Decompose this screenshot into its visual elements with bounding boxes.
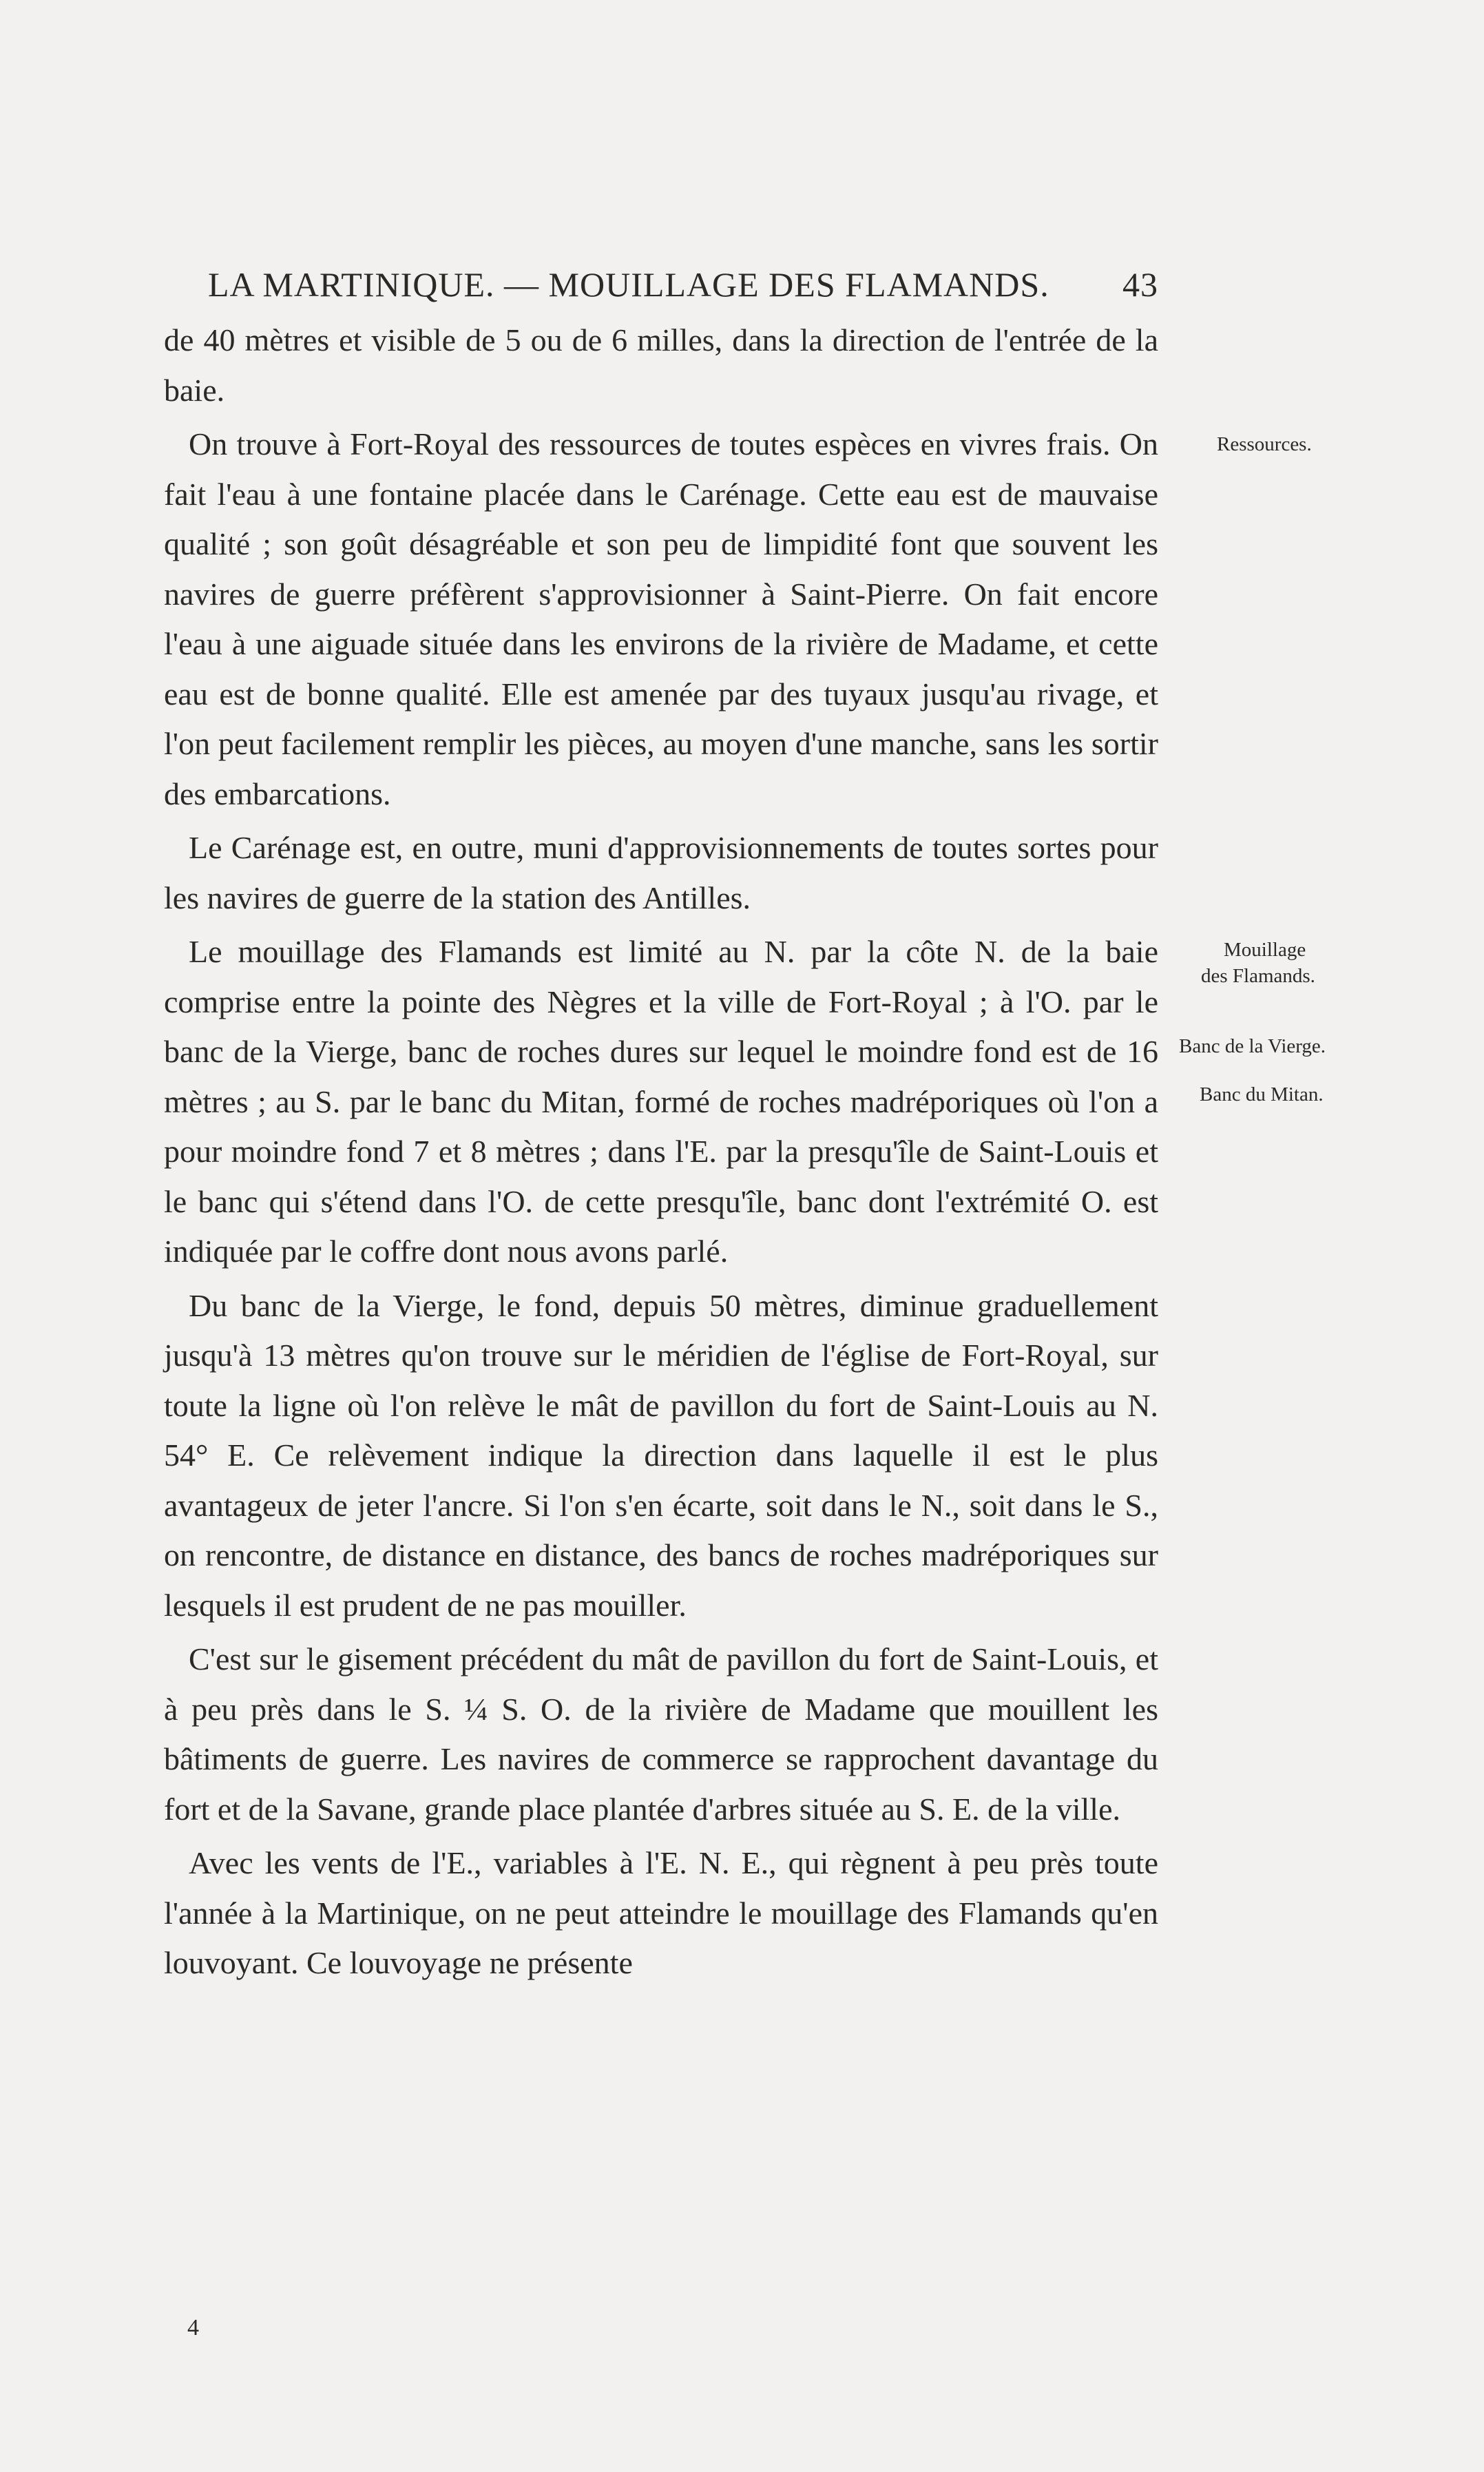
paragraph: Du banc de la Vierge, le fond, depuis 50 mètres, diminue graduellement jusqu'à 13 mètres qu'on trouve sur le méridien de l'église de Fort-Royal, sur toute la ligne où l'on relève le mât de pavillon du fort de Saint-Louis au N. 54° E. Ce relèvement indique la direction dans laquelle il est le plus avantageux de jeter l'ancre. Si l'on s'en écarte, soit dans le N., soit dans le S., on rencontre, de distance en distance, des bancs de roches madréporiques sur lesquels il est prudent de ne pas mouiller.	[164, 1287, 1158, 1623]
paragraph: Avec les vents de l'E., variables à l'E. N. E., qui règnent à peu près toute l'année à la Martinique, on ne peut atteindre le mouillage des Flamands qu'en louvoyant. Ce louvoyage ne présente	[164, 1845, 1158, 1980]
body-text	[164, 315, 1158, 1988]
running-header	[208, 260, 1158, 309]
paragraph: On trouve à Fort-Royal des ressources de toutes espèces en vivres frais. On fait l'eau à une fontaine placée dans le Carénage. Cette eau est de mauvaise qualité ; son goût désagréable et son peu de limpidité font que souvent les navires de guerre préfèrent s'approvisionner à Saint-Pierre. On fait encore l'eau à une aiguade située dans les environs de la rivière de Madame, et cette eau est de bonne qualité. Elle est amenée par des tuyaux jusqu'au rivage, et l'on peut facilement remplir les pièces, au moyen d'une manche, sans les sortir des embarcations.	[164, 426, 1158, 811]
paragraph: C'est sur le gisement précédent du mât de pavillon du fort de Saint-Louis, et à peu près dans le S. ¼ S. O. de la rivière de Madame que mouillent les bâtiments de guerre. Les navires de commerce se rapprochent davantage du fort et de la Savane, grande place plantée d'arbres située au S. E. de la ville.	[164, 1641, 1158, 1827]
paragraph: Le mouillage des Flamands est limité au N. par la côte N. de la baie comprise entre la pointe des Nègres et la ville de Fort-Royal ; à l'O. par le banc de la Vierge, banc de roches dures sur lequel le moindre fond est de 16 mètres ; au S. par le banc du Mitan, formé de roches madréporiques où l'on a pour moindre fond 7 et 8 mètres ; dans l'E. par la presqu'île de Saint-Louis et le banc qui s'étend dans l'O. de cette presqu'île, banc dont l'extrémité O. est indiquée par le coffre dont nous avons parlé.	[164, 934, 1158, 1269]
running-title: LA MARTINIQUE. — MOUILLAGE DES FLAMANDS.	[208, 265, 1049, 304]
margin-note-banc-mitan: Banc du Mitan.	[1200, 1083, 1324, 1105]
margin-note-mouillage: Mouillage	[1224, 939, 1306, 961]
page-number: 43	[1122, 265, 1158, 304]
signature-mark: 4	[187, 2315, 199, 2340]
margin-note-banc-vierge: Banc de la Vierge.	[1179, 1035, 1326, 1057]
margin-note-flamands: des Flamands.	[1201, 965, 1315, 987]
paragraph: de 40 mètres et visible de 5 ou de 6 milles, dans la direction de l'entrée de la baie.	[164, 322, 1158, 408]
margin-note-ressources: Ressources.	[1217, 433, 1312, 455]
paragraph: Le Carénage est, en outre, muni d'approvisionnements de toutes sortes pour les navires de guerre de la station des Antilles.	[164, 830, 1158, 915]
